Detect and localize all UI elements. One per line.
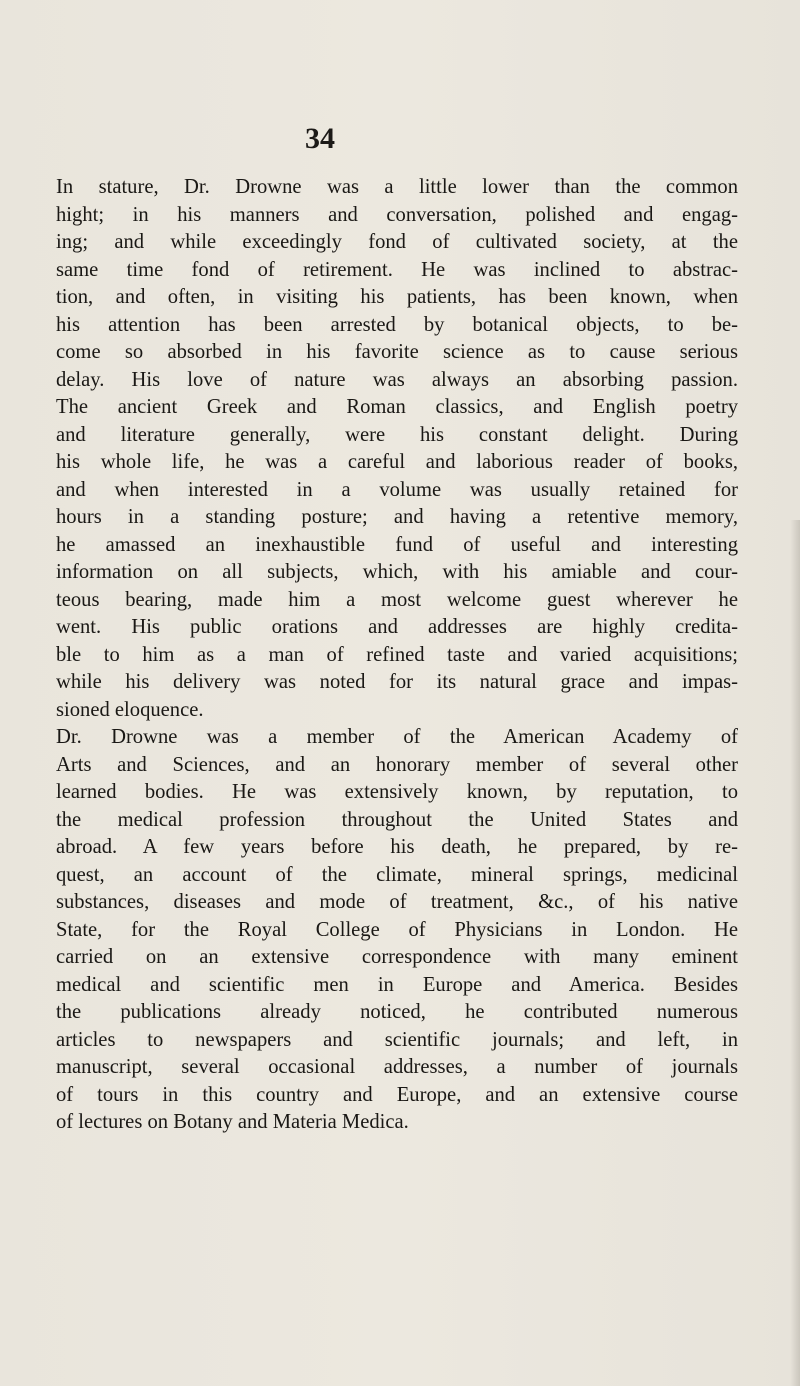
text-line: same time fond of retirement. He was inclined to abstrac- <box>56 258 738 281</box>
text-line: went. His public orations and addresses are highly credita- <box>56 616 738 638</box>
text-line: State, for the Royal College of Physicians in London. He <box>56 918 738 941</box>
text-line: In stature, Dr. Drowne was a little lower than the common <box>56 176 738 198</box>
text-line: Arts and Sciences, and an honorary member of several other <box>56 753 738 776</box>
text-line: the medical profession throughout the United States and <box>56 808 738 831</box>
text-line: delay. His love of nature was always an absorbing passion. <box>56 368 738 391</box>
text-line: and literature generally, were his constant delight. During <box>56 423 738 446</box>
text-line: sioned eloquence. <box>56 698 204 721</box>
text-line: his attention has been arrested by botanical objects, to be- <box>56 313 738 336</box>
text-line: learned bodies. He was extensively known, by reputation, to <box>56 781 738 803</box>
text-line: substances, diseases and mode of treatment, &c., of his native <box>56 891 738 913</box>
text-line: his whole life, he was a careful and laborious reader of books, <box>56 451 738 473</box>
text-line: Dr. Drowne was a member of the American Academy of <box>56 726 738 748</box>
text-line: quest, an account of the climate, mineral springs, medicinal <box>56 863 738 886</box>
text-line: ing; and while exceedingly fond of cultivated society, at the <box>56 231 738 253</box>
text-line: manuscript, several occasional addresses, a number of journals <box>56 1056 738 1078</box>
text-line: teous bearing, made him a most welcome guest wherever he <box>56 588 738 611</box>
text-line: articles to newspapers and scientific journals; and left, in <box>56 1028 738 1051</box>
text-line: and when interested in a volume was usually retained for <box>56 478 738 501</box>
page-edge-shadow <box>790 520 800 1386</box>
text-line: of lectures on Botany and Materia Medica. <box>56 1111 409 1133</box>
body-text <box>56 174 738 1137</box>
text-line: he amassed an inexhaustible fund of useful and interesting <box>56 533 738 556</box>
text-line: hight; in his manners and conversation, polished and engag- <box>56 203 738 226</box>
text-line: tion, and often, in visiting his patients, has been known, when <box>56 286 738 308</box>
text-line: information on all subjects, which, with his amiable and cour- <box>56 561 738 583</box>
text-line: ble to him as a man of refined taste and varied acquisitions; <box>56 643 738 666</box>
text-line: carried on an extensive correspondence with many eminent <box>56 946 738 968</box>
text-line: the publications already noticed, he contributed numerous <box>56 1001 738 1023</box>
text-line: of tours in this country and Europe, and an extensive course <box>56 1083 738 1106</box>
text-line: medical and scientific men in Europe and America. Besides <box>56 973 738 996</box>
text-line: come so absorbed in his favorite science as to cause serious <box>56 341 738 363</box>
page-number: 34 <box>305 122 335 155</box>
text-line: while his delivery was noted for its natural grace and impas- <box>56 671 738 693</box>
text-line: abroad. A few years before his death, he prepared, by re- <box>56 836 738 858</box>
text-line: The ancient Greek and Roman classics, and English poetry <box>56 396 738 418</box>
text-line: hours in a standing posture; and having a retentive memory, <box>56 506 738 528</box>
